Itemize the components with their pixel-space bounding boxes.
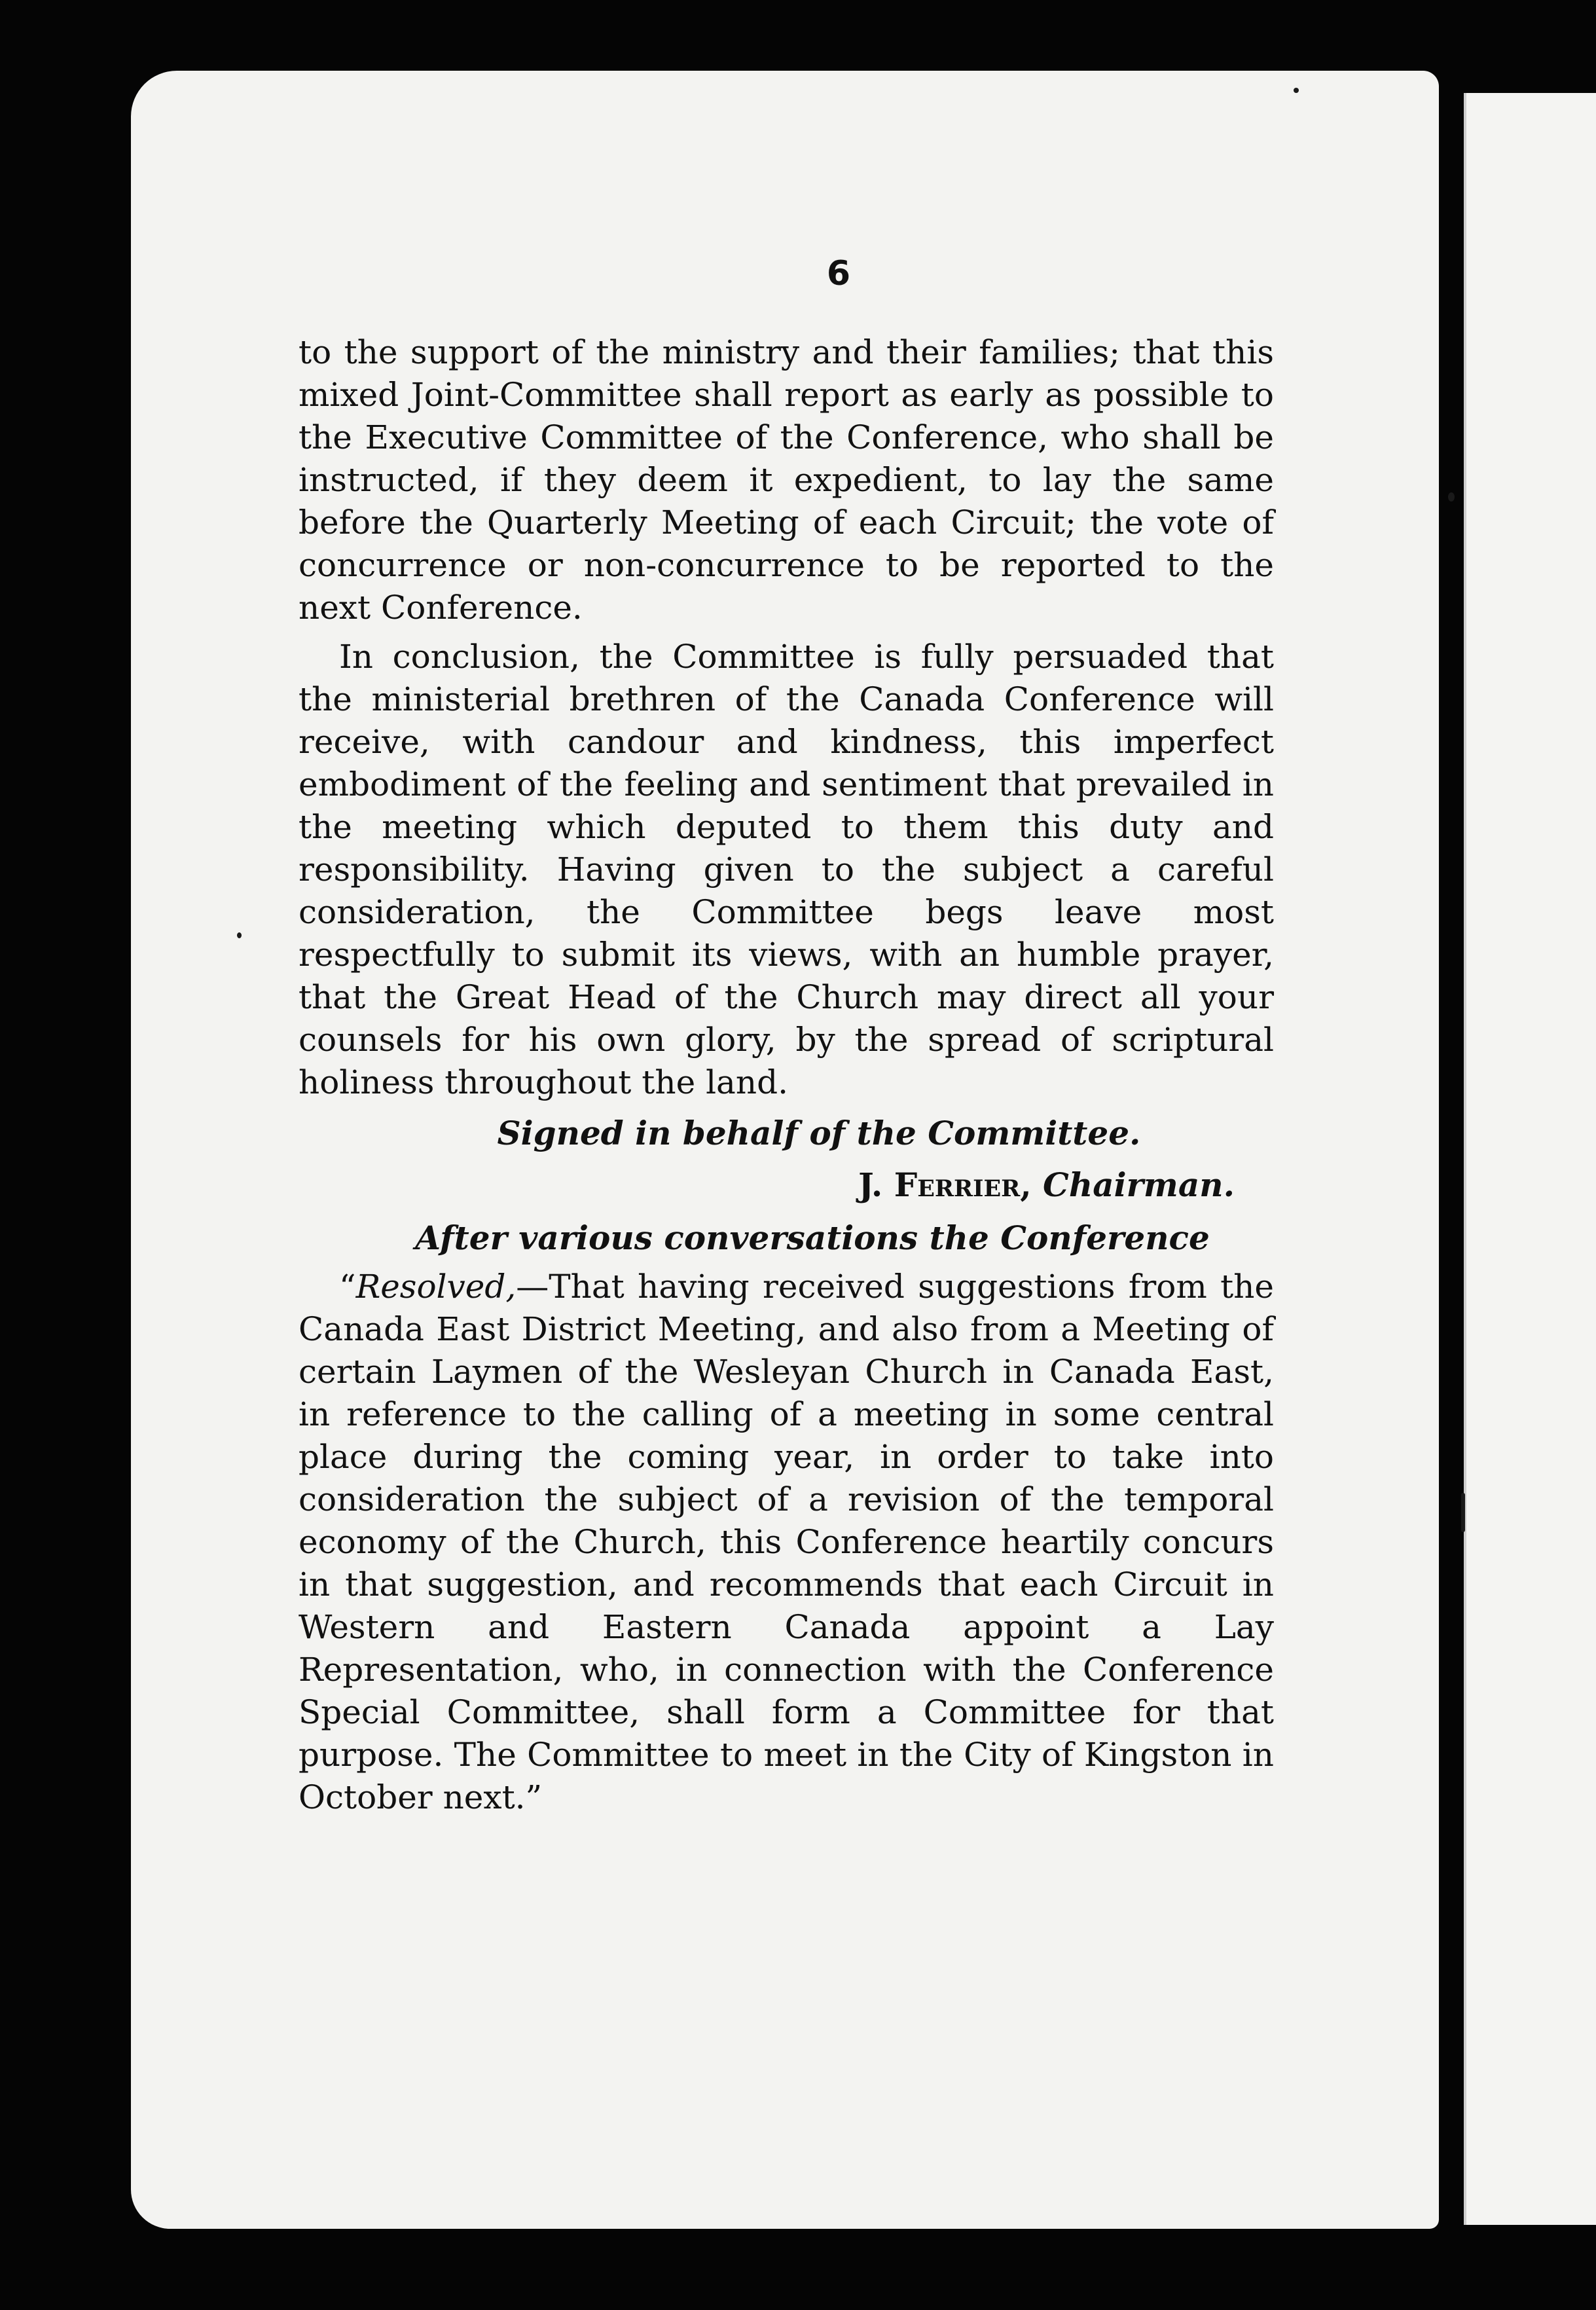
- resolution-open-quote: “: [339, 1268, 356, 1306]
- adjacent-page-edge: [1464, 93, 1596, 2225]
- dust-speck: [1461, 1493, 1465, 1532]
- dust-speck: [1294, 88, 1299, 93]
- signature-block: [299, 1164, 1274, 1206]
- signer-name: J. Ferrier,: [858, 1165, 1032, 1204]
- page-number: 6: [826, 254, 851, 293]
- signed-line: Signed in behalf of the Committee.: [497, 1114, 1141, 1152]
- resolution-label: Resolved,: [355, 1268, 517, 1306]
- paragraph-continued: to the support of the ministry and their families; that this mixed Joint-Committee shall report as early as possible to the Executive Committee of the Conference, who shall be instructed, if they deem it expedient, to lay the same before the Quarterly Meeting of each Circuit; the vote of concurrence or non-concurrence to be reported to the next Conference.: [299, 333, 1274, 627]
- paragraph-conclusion: In conclusion, the Committee is fully persuaded that the ministerial brethren of the Canada Conference will receive, with candour and kindness, this imperfect embodiment of the feeling and sentiment that prevailed in the meeting which deputed to them this duty and responsibility. Having given to the subject a careful consideration, the Committee begs leave most respectfully to submit its views, with an humble prayer, that the Great Head of the Church may direct all your counsels for his own glory, by the spread of scriptural holiness throughout the land.: [299, 638, 1274, 1101]
- signer-role: Chairman.: [1043, 1165, 1235, 1204]
- dust-speck: [237, 932, 242, 938]
- resolution-paragraph: [299, 1266, 1274, 1819]
- page-text: [299, 254, 1274, 1819]
- section-heading: After various conversations the Conference: [415, 1219, 1210, 1257]
- resolution-text: —That having received suggestions from the Canada East District Meeting, and also from a Meeting of certain Laymen of the Wesleyan Church in Canada East, in reference to the calling of a meeting in some central place during the coming year, in order to take into consideration the subject of a revision of the temporal economy of the Church, this Conference heartily concurs in that suggestion, and recommends that each Circuit in Western and Eastern Canada appoint a Lay Representation, who, in connection with the Conference Special Committee, shall form a Committee for that purpose. The Committee to meet in the City of Kingston in October next.”: [299, 1268, 1274, 1816]
- dust-speck: [1448, 492, 1455, 502]
